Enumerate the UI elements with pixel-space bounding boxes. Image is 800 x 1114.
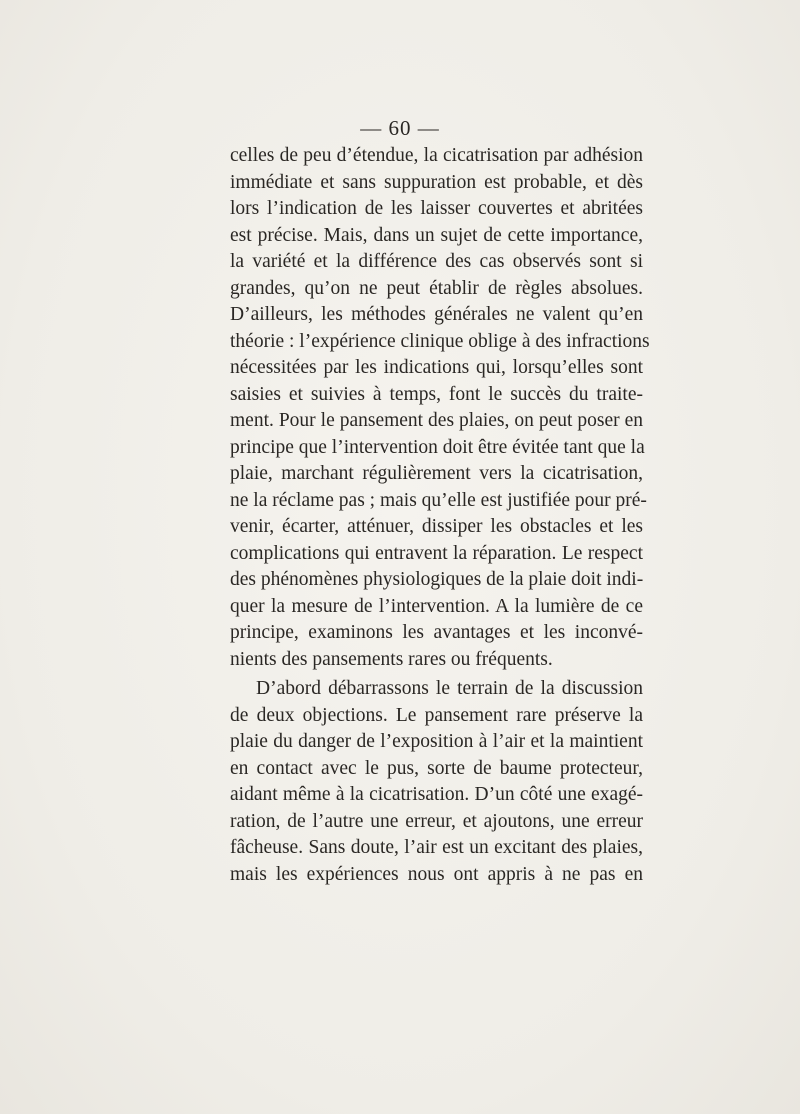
text-line: immédiate et sans suppuration est probable, et dès xyxy=(230,171,643,193)
text-line: nécessitées par les indications qui, lorsqu’elles sont xyxy=(230,357,643,378)
text-line: D’ailleurs, les méthodes générales ne valent qu’en xyxy=(230,304,643,325)
text-line: théorie : l’expérience clinique oblige à des infractions xyxy=(230,330,650,352)
text-line: grandes, qu’on ne peut établir de règles absolues. xyxy=(230,277,643,299)
text-line: plaie, marchant régulièrement vers la cicatrisation, xyxy=(230,463,643,484)
text-line: mais les expériences nous ont appris à ne pas en xyxy=(230,863,643,885)
text-line: aidant même à la cicatrisation. D’un côté une exagé- xyxy=(230,784,643,805)
text-line: venir, écarter, atténuer, dissiper les obstacles et les xyxy=(230,516,643,537)
text-line: celles de peu d’étendue, la cicatrisation par adhésion xyxy=(230,145,643,166)
text-line: fâcheuse. Sans doute, l’air est un excitant des plaies, xyxy=(230,837,643,858)
text-line: des phénomènes physiologiques de la plaie doit indi- xyxy=(230,569,644,590)
text-line: D’abord débarrassons le terrain de la discussion xyxy=(256,678,643,699)
text-line: la variété et la différence des cas observés sont si xyxy=(230,251,643,272)
text-line: de deux objections. Le pansement rare préserve la xyxy=(230,704,643,726)
page-number: — 60 — xyxy=(360,116,440,140)
text-line: est précise. Mais, dans un sujet de cette importance, xyxy=(230,224,643,246)
text-line: principe que l’intervention doit être évitée tant que la xyxy=(230,436,645,458)
text-line: nients des pansements rares ou fréquents. xyxy=(230,648,553,670)
text-line: ment. Pour le pansement des plaies, on peut poser en xyxy=(230,410,643,431)
text-line: complications qui entravent la réparation. Le respect xyxy=(230,542,643,564)
paragraph-2 xyxy=(230,676,643,888)
text-line: ne la réclame pas ; mais qu’elle est justifiée pour pré- xyxy=(230,489,647,511)
text-line: plaie du danger de l’exposition à l’air et la maintient xyxy=(230,731,643,752)
text-line: quer la mesure de l’intervention. A la lumière de ce xyxy=(230,595,643,617)
paragraph-1 xyxy=(230,143,650,673)
text-line: en contact avec le pus, sorte de baume protecteur, xyxy=(230,757,643,779)
text-line: saisies et suivies à temps, font le succès du traite- xyxy=(230,383,643,405)
text-line: lors l’indication de les laisser couvertes et abritées xyxy=(230,198,643,219)
text-line: principe, examinons les avantages et les inconvé- xyxy=(230,622,643,643)
text-line: ration, de l’autre une erreur, et ajoutons, une erreur xyxy=(230,810,643,832)
